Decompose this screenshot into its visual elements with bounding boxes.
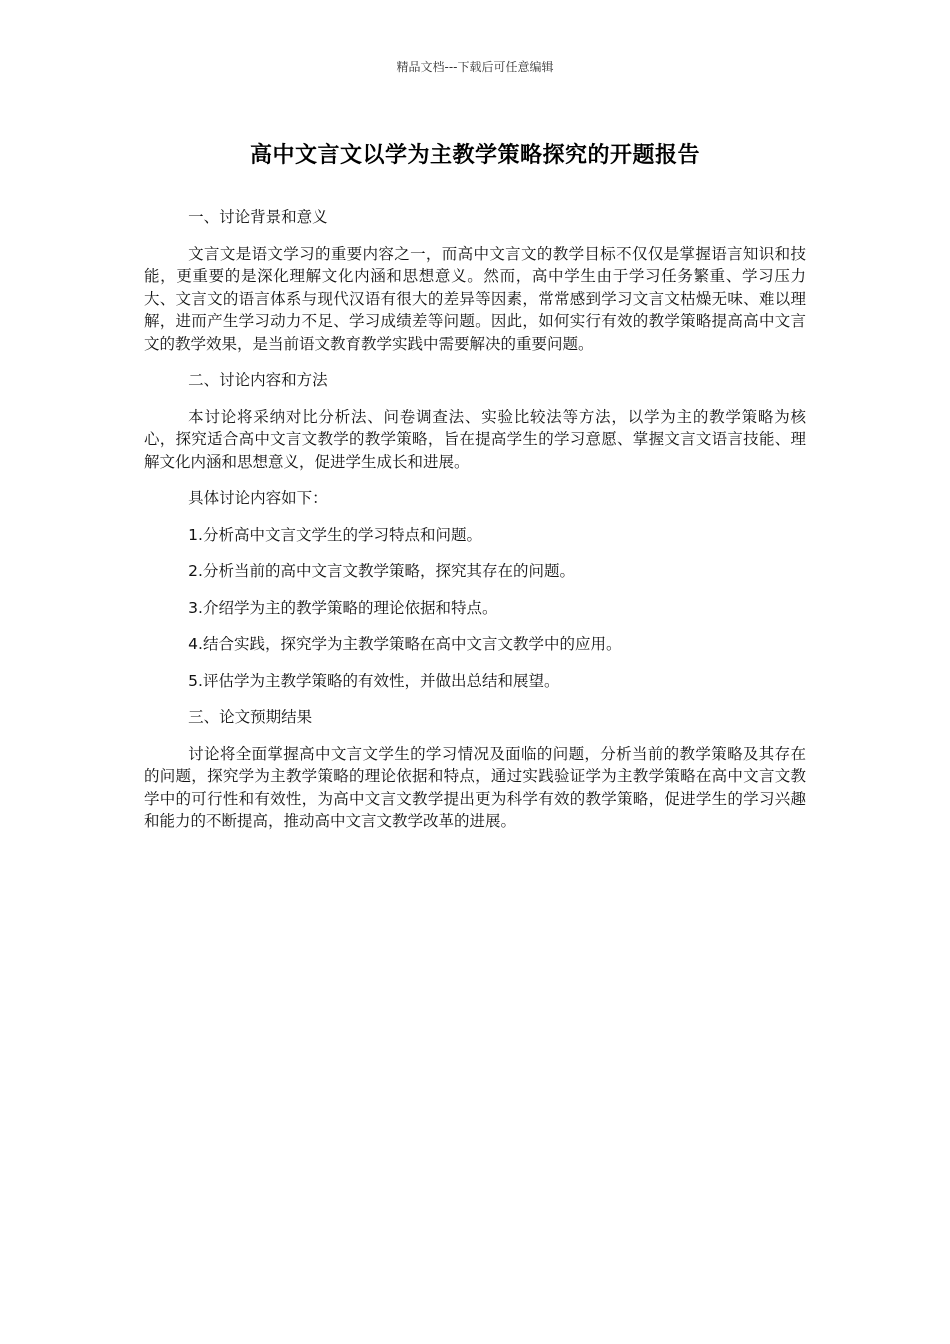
list-item: 3.介绍学为主的教学策略的理论依据和特点。 [188, 598, 498, 617]
list-intro: 具体讨论内容如下： [188, 489, 328, 507]
section-heading-expected-results: 三、论文预期结果 [188, 708, 313, 726]
header-note: 精品文档---下载后可任意编辑 [396, 60, 554, 74]
paragraph-background: 文言文是语文学习的重要内容之一，而高中文言文的教学目标不仅仅是掌握语言知识和技能，更重要的是深化理解文化内涵和思想意义。然而，高中学生由于学习任务繁重、学习压力大、文言文的语言体系与现代汉语有很大的差异等因素，常常感到学习文言文枯燥无味、难以理解，进而产生学习动力不足、学习成绩差等问题。因此，如何实行有效的教学策略提高高中文言文的教学效果，是当前语文教育教学实践中需要解决的重要问题。 [144, 244, 806, 353]
list-item: 1.分析高中文言文学生的学习特点和问题。 [188, 525, 482, 544]
document-title: 高中文言文以学为主教学策略探究的开题报告 [249, 143, 700, 168]
paragraph-expected-results: 讨论将全面掌握高中文言文学生的学习情况及面临的问题，分析当前的教学策略及其存在的问题，探究学为主教学策略的理论依据和特点，通过实践验证学为主教学策略在高中文言文教学中的可行性和有效性，为高中文言文教学提出更为科学有效的教学策略，促进学生的学习兴趣和能力的不断提高，推动高中文言文教学改革的进展。 [144, 744, 806, 830]
document-body [144, 206, 806, 847]
list-item: 5.评估学为主教学策略的有效性，并做出总结和展望。 [188, 671, 560, 690]
section-heading-content-method: 二、讨论内容和方法 [188, 371, 328, 389]
list-item: 4.结合实践，探究学为主教学策略在高中文言文教学中的应用。 [188, 635, 622, 653]
paragraph-content-method: 本讨论将采纳对比分析法、问卷调查法、实验比较法等方法，以学为主的教学策略为核心，探究适合高中文言文教学的教学策略，旨在提高学生的学习意愿、掌握文言文语言技能、理解文化内涵和思想意义，促进学生成长和进展。 [144, 407, 806, 471]
list-item: 2.分析当前的高中文言文教学策略，探究其存在的问题。 [188, 562, 575, 580]
section-heading-background: 一、讨论背景和意义 [188, 208, 328, 226]
